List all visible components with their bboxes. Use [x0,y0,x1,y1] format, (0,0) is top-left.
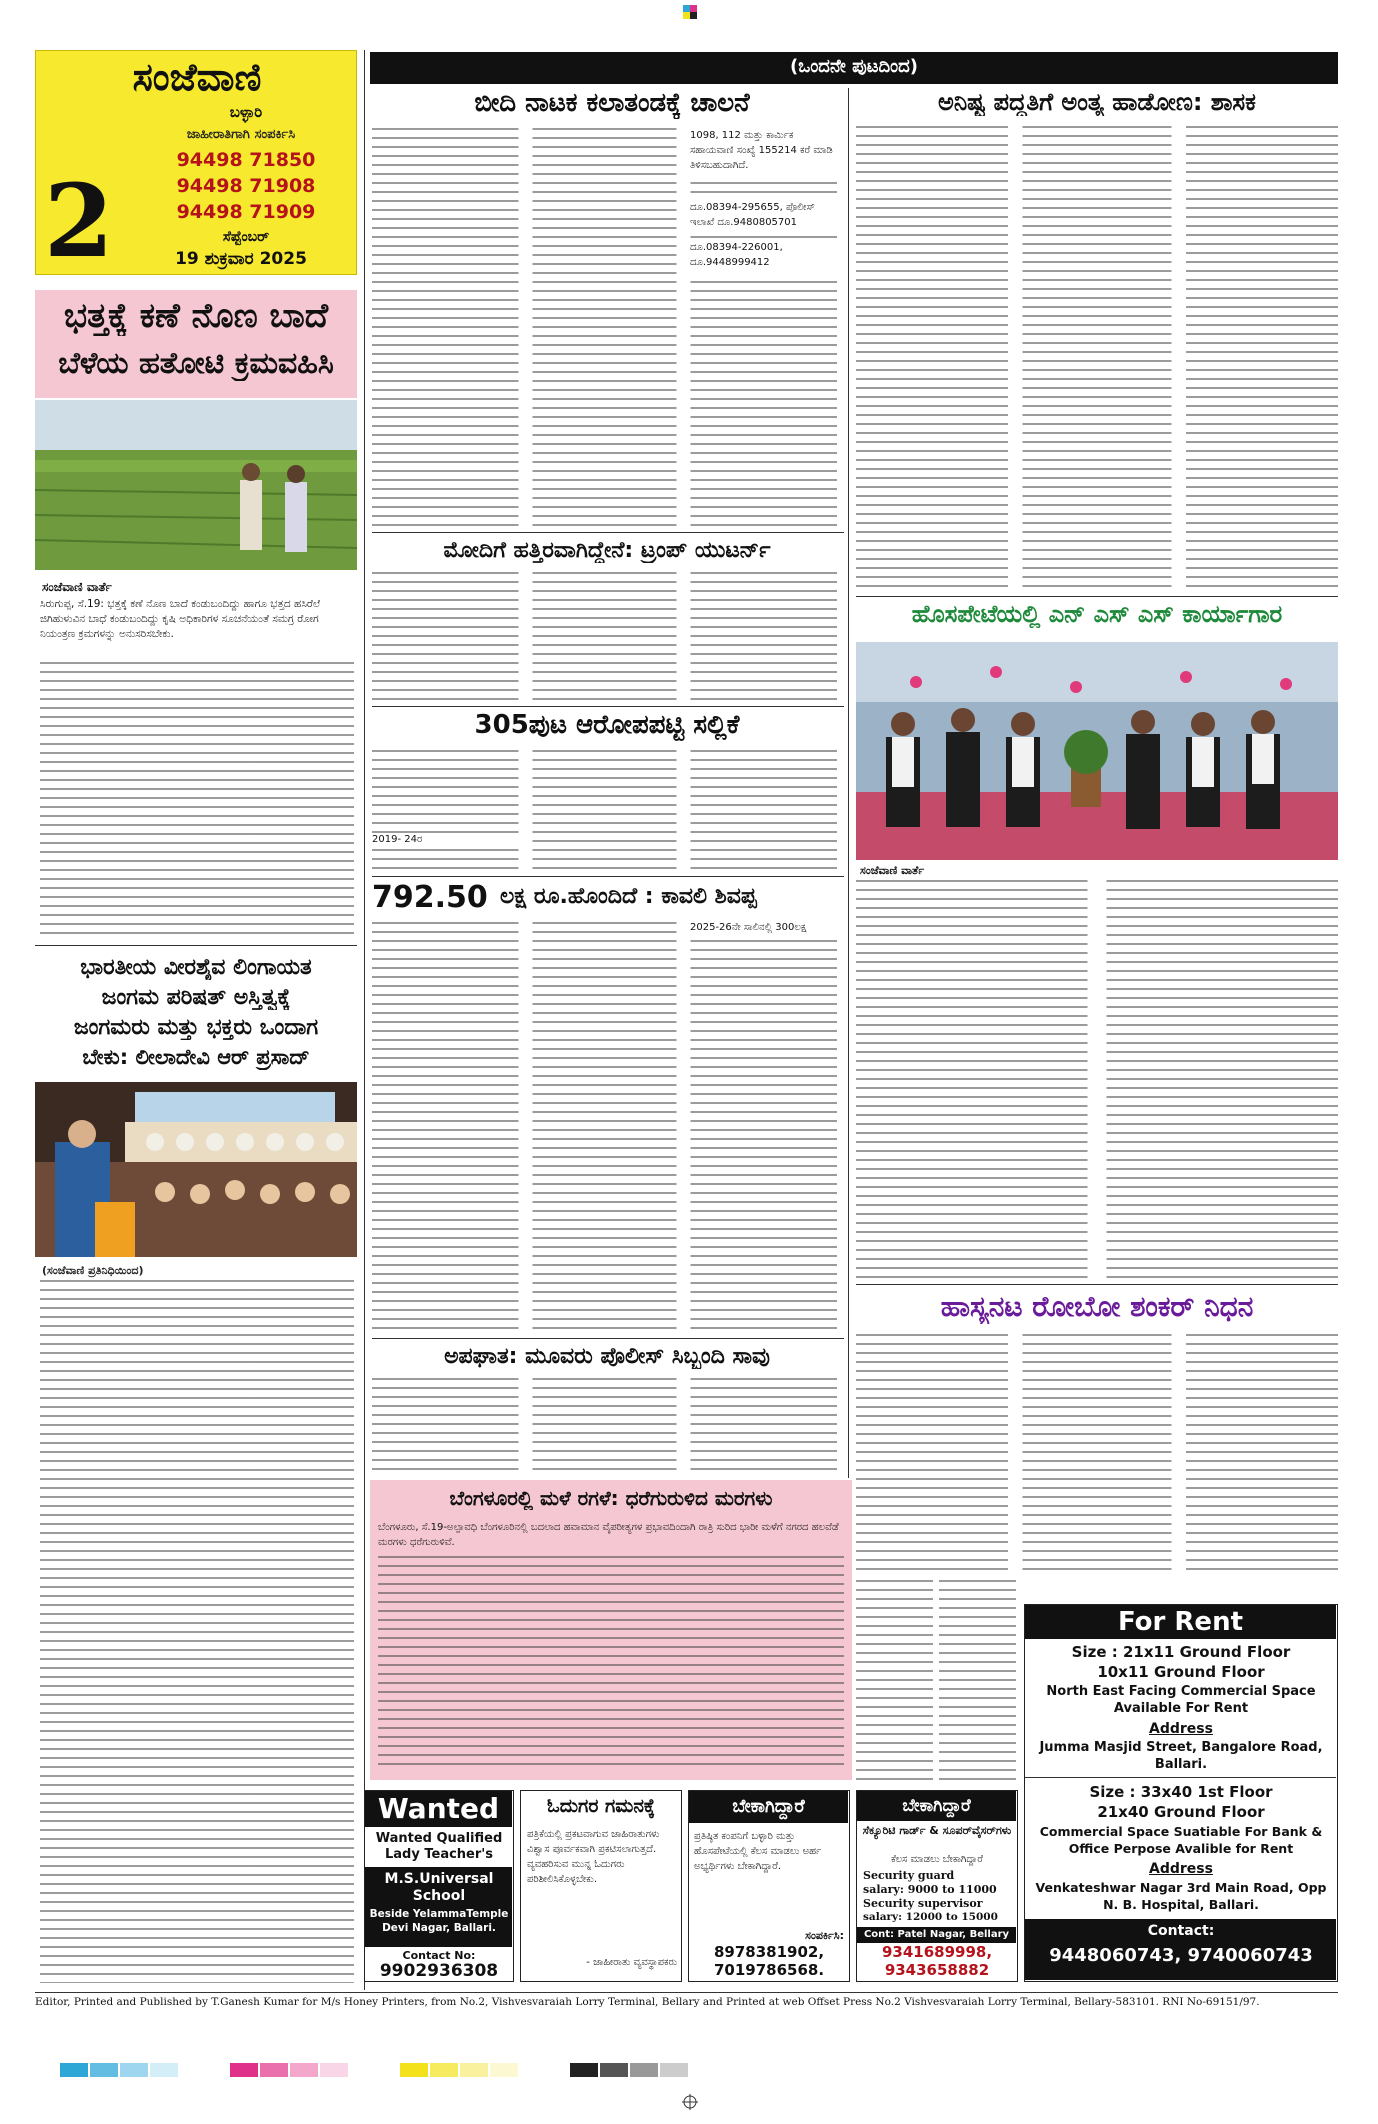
wanted-kannada-ad-1 [688,1790,850,1982]
wanted-kn1-body: ಪ್ರತಿಷ್ಠಿತ ಕಂಪನಿಗೆ ಬಳ್ಳಾರಿ ಮತ್ತು ಹೊಸಪೇಟೆಯಲ್ಲಿ ಕೆಲಸ ಮಾಡಲು ಅರ್ಹ ಅಭ್ಯರ್ಥಿಗಳು ಬೇಕಾಗಿದ್ದಾರೆ. [694,1831,822,1872]
masthead-phone-3: 94498 71909 [176,201,316,223]
masthead-date: 19 ಶುಕ್ರವಾರ 2025 [175,249,307,269]
wanted-kn1-phones: 8978381902, 7019786568. [713,1943,825,1979]
nss-workshop-photo [856,642,1338,860]
divider [856,596,1338,597]
divider [35,945,357,946]
security-ad-line1: ಕೆಲಸ ಮಾಡಲು ಬೇಕಾಗಿದ್ದಾರೆ [891,1854,983,1865]
center-story1-phones: 1098, 112 ಮತ್ತು ಕಾರ್ಮಿಕ ಸಹಾಯವಾಣಿ ಸಂಖ್ಯೆ 155214 ಕರೆ ಮಾಡಿ ತಿಳಿಸಬಹುದಾಗಿದೆ. [690,128,840,176]
for-rent-address-1: Jumma Masjid Street, Bangalore Road, Ballari. [1039,1740,1323,1772]
divider [372,706,844,707]
story1-dateline: ಸಂಜೆವಾಣಿ ವಾರ್ತೆ [42,580,112,594]
conference-photo [35,1082,357,1257]
story2-headline-1: ಭಾರತೀಯ ವೀರಶೈವ ಲಿಂಗಾಯತ [80,955,312,980]
divider [1025,1777,1336,1778]
story1-body-text [40,662,354,937]
readers-note-sign: - ಜಾಹೀರಾತು ವ್ಯವಸ್ಥಾಪಕರು [586,1957,677,1968]
continued-label: (ಒಂದನೇ ಪುಟದಿಂದ) [790,56,918,77]
registration-mark-bottom [682,2094,698,2110]
security-ad-supervisor: Security supervisor [863,1897,983,1910]
center-headline-6: ಬೆಂಗಳೂರಲ್ಲಿ ಮಳೆ ರಗಳೆ: ಧರೆಗುರುಳಿದ ಮರಗಳು [449,1486,773,1510]
center-story5-body [372,1378,837,1474]
for-rent-desc-2: Commercial Space Suatiable For Bank & Office Perpose Avalible for Rent [1039,1824,1323,1856]
right-story3-body [856,1334,1338,1574]
security-ad-contact: Cont: Patel Nagar, Bellary [857,1927,1016,1943]
page-number: 2 [44,162,114,280]
wanted-contact-label: Contact No: [402,1949,476,1962]
security-ad-title: ಬೇಕಾಗಿದ್ದಾರೆ [857,1791,1016,1821]
footer-rule [35,1992,1338,1993]
center-story3-body [372,750,837,870]
wanted-school: M.S.Universal School [384,1871,494,1904]
column-rule [364,50,365,1990]
for-rent-size-3: Size : 33x40 1st Floor [1089,1783,1273,1801]
readers-note-title: ಓದುಗರ ಗಮನಕ್ಕೆ [546,1795,656,1817]
for-rent-ad [1024,1604,1338,1982]
story2-headline-3: ಜಂಗಮರು ಮತ್ತು ಭಕ್ತರು ಒಂದಾಗ [73,1015,319,1040]
story2-dateline: (ಸಂಜೆವಾಣಿ ಪ್ರತಿನಿಧಿಯಿಂದ) [42,1264,144,1277]
for-rent-size-1: Size : 21x11 Ground Floor [1071,1643,1291,1661]
for-rent-contact-label: Contact: [1147,1923,1215,1939]
center-headline-3: 305ಪುಟ ಆರೋಪಪಟ್ಟಿ ಸಲ್ಲಿಕೆ [474,710,740,740]
center-headline-1: ಬೀದಿ ನಾಟಕ ಕಲಾತಂಡಕ್ಕೆ ಚಾಲನೆ [474,88,750,118]
wanted-address: Beside YelammaTemple Devi Nagar, Ballari. [369,1908,509,1934]
security-ad-guard: Security guard [863,1869,955,1882]
right-story3-body-lower [856,1580,1016,1780]
story1-headline-1: ಭತ್ತಕ್ಕೆ ಕಣೆ ನೊಣ ಬಾದೆ [63,296,329,336]
bengaluru-rain-body [378,1556,844,1771]
story2-headline-2: ಜಂಗಮ ಪರಿಷತ್ ಅಸ್ತಿತ್ವಕ್ಕೆ [101,985,291,1010]
masthead-phone-1: 94498 71850 [176,149,316,171]
wanted-kn1-contact-label: ಸಂಪರ್ಕಿಸಿ: [805,1929,844,1942]
registration-mark-top [683,4,697,18]
security-ad-sub: ಸೆಕ್ಯೂರಿಟಿ ಗಾರ್ಡ್ & ಸೂಪರ್‌ವೈಸರ್‌ಗಳು [862,1824,1012,1837]
wanted-kn1-title: ಬೇಕಾಗಿದ್ದಾರೆ [689,1791,848,1823]
story2-body-text [40,1280,354,1983]
divider [372,876,844,877]
wanted-teacher-ad [364,1790,514,1982]
masthead-month: ಸೆಪ್ಟೆಂಬರ್ [222,229,270,245]
security-ad-guard-salary: salary: 9000 to 11000 [863,1883,997,1896]
center-headline-5: ಅಪಘಾತ: ಮೂವರು ಪೊಲೀಸ್ ಸಿಬ್ಬಂದಿ ಸಾವು [444,1344,770,1369]
security-ad-phone-2: 9343658882 [884,1961,990,1979]
wanted-sub: Wanted Qualified Lady Teacher's [375,1831,503,1862]
center-story2-body [372,572,837,702]
center-story4-body [372,922,837,1332]
readers-note-body: ಪತ್ರಿಕೆಯಲ್ಲಿ ಪ್ರಕಟವಾಗುವ ಜಾಹಿರಾತುಗಳು ವಿಶ್ವಾಸ ಪೂರ್ವಕವಾಗಿ ಪ್ರಕಟಿಸಲಾಗುತ್ತದೆ. ವ್ಯವಹರಿಸುವ ಮುನ್ನ ಓದುಗರು ಪರಿಶೀಲಿಸಿಕೊಳ್ಳಬೇಕು. [527,1829,660,1885]
divider [372,532,844,533]
center-story1-contact-2: ದೂ.08394-226001, ದೂ.9448999412 [690,240,840,276]
story1-lead: ಸಿರುಗುಪ್ಪ, ಸೆ.19: ಭತ್ತಕ್ಕೆ ಕಣೆ ನೊಣ ಬಾದೆ ಕಂಡುಬಂದಿದ್ದು ಹಾಗೂ ಭತ್ತದ ಹಸಿರೆಲೆ ಜಿಗಿಹುಳುವಿನ ಬಾಧೆ ಕಂಡುಬಂದಿದ್ದು ಕೃಷಿ ಅಧಿಕಾರಿಗಳ ಸೂಚನೆಯಂತೆ ಸಮಗ್ರ ರೋಗ ನಿಯಂತ್ರಣ ಕ್ರಮಗಳನ್ನು ಅನುಸರಿಸಬೇಕು. [40,598,321,640]
wanted-title: Wanted [365,1791,512,1827]
for-rent-title: For Rent [1025,1605,1336,1639]
paddy-field-photo [35,400,357,570]
masthead-title: ಸಂಜೆವಾಣಿ [132,54,262,99]
center-story1-body [372,128,837,528]
footer-imprint: Editor, Printed and Published by T.Ganesh Kumar for M/s Honey Printers, from No.2, Vishvesvaraiah Lorry Terminal, Bellary and Printed at web Offset Press No.2 Vishvesvaraiah Lorry Terminal, Bellary-583101. RNI No-69151/97. [35,1996,1260,2008]
security-guard-ad [856,1790,1018,1982]
masthead-city: ಬಳ್ಳಾರಿ [229,103,263,121]
masthead-phone-2: 94498 71908 [176,175,316,197]
wanted-phone: 9902936308 [379,1961,499,1981]
for-rent-address-label: Address [1149,1721,1213,1737]
for-rent-phones: 9448060743, 9740060743 [1049,1945,1313,1966]
readers-note-ad [520,1790,682,1982]
center-story4-year: 2025-26ನೇ ಸಾಲಿನಲ್ಲಿ 300ಲಕ್ಷ [690,922,840,933]
story1-headline-2: ಬೆಳೆಯ ಹತೋಟಿ ಕ್ರಮವಹಿಸಿ [58,346,334,381]
right-story2-body [856,880,1338,1280]
ad-contact-label: ಜಾಹೀರಾತಿಗಾಗಿ ಸಂಪರ್ಕಿಸಿ [186,127,296,142]
center-story1-contact-1: ದೂ.08394-295655, ಪೊಲೀಸ್ ಇಲಾಖೆ ದೂ.9480805701 [690,200,840,236]
for-rent-size-4: 21x40 Ground Floor [1097,1803,1265,1821]
right-headline-3: ಹಾಸ್ಯನಟ ರೋಬೋ ಶಂಕರ್ ನಿಧನ [940,1290,1254,1323]
security-ad-supervisor-salary: salary: 12000 to 15000 [863,1911,998,1923]
right-headline-2: ಹೊಸಪೇಟೆಯಲ್ಲಿ ಎನ್ ಎಸ್ ಎಸ್ ಕಾರ್ಯಾಗಾರ [911,600,1283,628]
right-story2-dateline: ಸಂಜೆವಾಣಿ ವಾರ್ತೆ [860,864,925,877]
for-rent-desc-1: North East Facing Commercial Space Available For Rent [1046,1684,1316,1716]
center-story3-years: 2019- 24ರ [372,834,522,845]
for-rent-address-label-2: Address [1149,1861,1213,1877]
divider [856,1284,1338,1285]
colour-calibration-strip [60,2062,1060,2076]
center-headline-4-number: 792.50 [372,880,488,915]
for-rent-address-2: Venkateshwar Nagar 3rd Main Road, Opp N. B. Hospital, Ballari. [1035,1880,1327,1912]
right-headline-1: ಅನಿಷ್ಟ ಪದ್ಧತಿಗೆ ಅಂತ್ಯ ಹಾಡೋಣ: ಶಾಸಕ [938,88,1256,116]
bengaluru-rain-lead: ಬೆಂಗಳೂರು, ಸೆ.19-ಅಲ್ಪಾವಧಿ ಬೆಂಗಳೂರಿನಲ್ಲಿ ಬದಲಾದ ಹವಾಮಾನ ವೈಪರೀತ್ಯಗಳ ಪ್ರಭಾವದಿಂದಾಗಿ ರಾತ್ರಿ ಸುರಿದ ಭಾರೀ ಮಳೆಗೆ ನಗರದ ಹಲವೆಡೆ ಮರಗಳು ಧರೆಗುರುಳಿವೆ. [378,1522,839,1548]
divider [372,1338,844,1339]
center-headline-2: ಮೋದಿಗೆ ಹತ್ತಿರವಾಗಿದ್ದೇನೆ: ಟ್ರಂಪ್ ಯುಟರ್ನ್ [443,538,771,563]
security-ad-phone-1: 9341689998, [881,1943,993,1961]
story2-headline-4: ಬೇಕು: ಲೀಲಾದೇವಿ ಆರ್ ಪ್ರಸಾದ್ [82,1045,310,1069]
for-rent-size-2: 10x11 Ground Floor [1097,1663,1265,1681]
center-headline-4-rest: ಲಕ್ಷ ರೂ.ಹೊಂದಿದೆ : ಕಾವಲಿ ಶಿವಪ್ಪ [500,884,757,909]
column-rule [848,88,849,1478]
right-story1-body [856,126,1338,591]
masthead [35,50,357,280]
